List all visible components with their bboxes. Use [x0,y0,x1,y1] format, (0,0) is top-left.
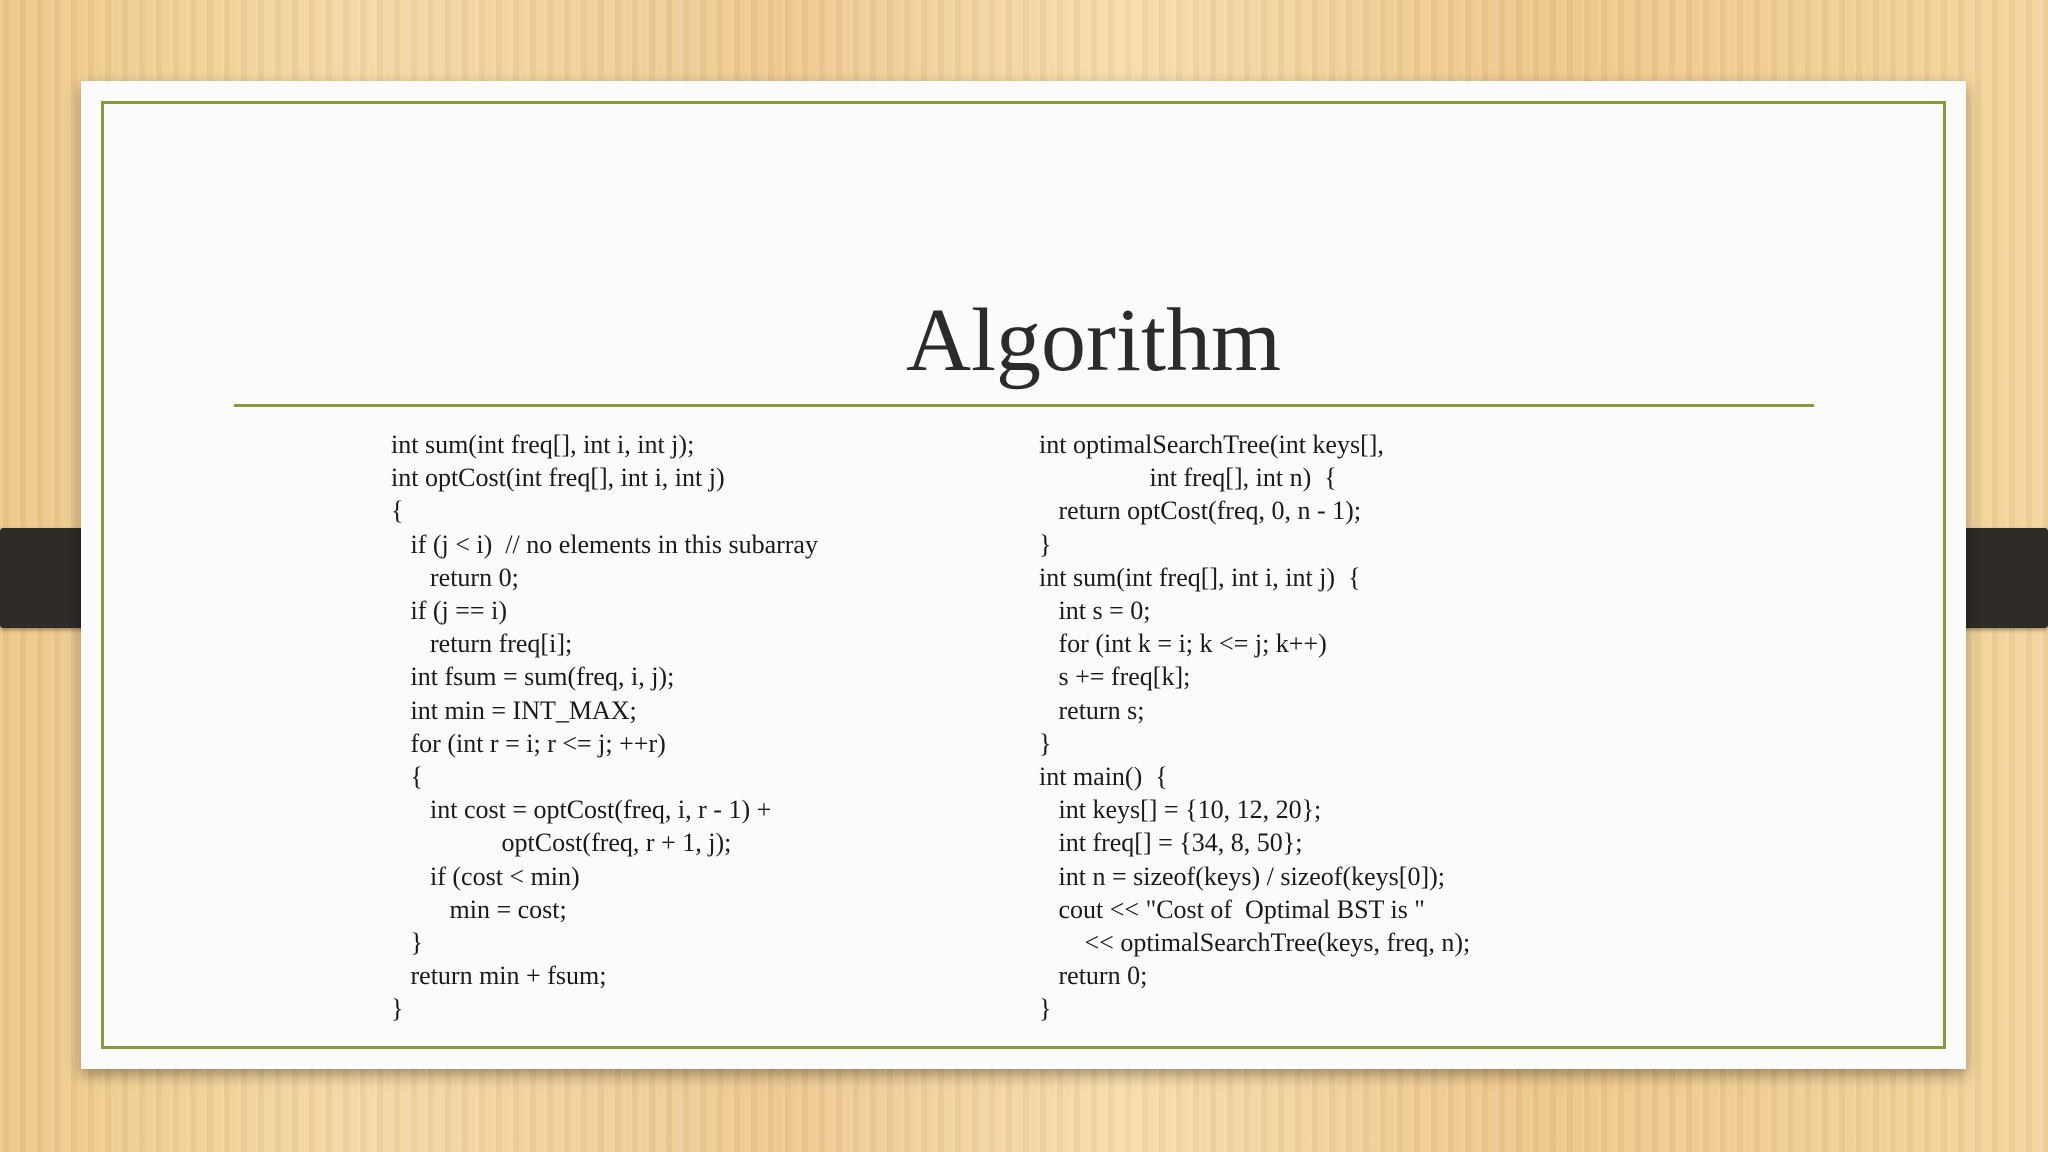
code-line: { [391,496,404,526]
code-line: int main() { [1039,762,1168,792]
code-line: int keys[] = {10, 12, 20}; [1039,795,1322,825]
code-line: if (j == i) [391,596,507,626]
code-line: } [391,928,423,958]
code-line: min = cost; [391,894,567,924]
code-line: return 0; [391,562,519,592]
code-line: int s = 0; [1039,596,1151,626]
code-block-left [391,428,818,1026]
code-line: return optCost(freq, 0, n - 1); [1039,496,1362,526]
code-line: int optimalSearchTree(int keys[], [1039,430,1384,459]
code-line: for (int r = i; r <= j; ++r) [391,728,666,758]
code-line: int n = sizeof(keys) / sizeof(keys[0]); [1039,861,1445,891]
code-block-right [1039,428,1470,1026]
code-line: int min = INT_MAX; [391,695,637,725]
code-line: { [391,762,423,792]
code-line: return s; [1039,695,1145,725]
code-line: int sum(int freq[], int i, int j) { [1039,562,1361,592]
code-line: int sum(int freq[], int i, int j); [391,430,695,459]
code-line: int freq[], int n) { [1039,463,1337,493]
code-line: int freq[] = {34, 8, 50}; [1039,828,1303,858]
code-line: << optimalSearchTree(keys, freq, n); [1039,928,1471,958]
slide-border [101,101,1946,1049]
code-line: return min + fsum; [391,961,607,991]
code-line: int cost = optCost(freq, i, r - 1) + [391,795,772,825]
code-line: } [391,994,404,1024]
code-line: optCost(freq, r + 1, j); [391,828,732,858]
code-line: int fsum = sum(freq, i, j); [391,662,675,692]
code-line: return freq[i]; [391,629,573,659]
code-line: } [1039,728,1052,758]
title-divider [234,404,1814,407]
code-line: s += freq[k]; [1039,662,1191,692]
code-line: if (cost < min) [391,861,580,891]
code-line: int optCost(int freq[], int i, int j) [391,463,725,493]
code-line: cout << "Cost of Optimal BST is " [1039,894,1425,924]
code-line: } [1039,529,1052,559]
code-line: if (j < i) // no elements in this subarray [391,529,818,559]
code-line: return 0; [1039,961,1148,991]
slide [81,81,1966,1069]
code-line: } [1039,994,1052,1024]
slide-title: Algorithm [906,291,1281,390]
code-line: for (int k = i; k <= j; k++) [1039,629,1327,659]
